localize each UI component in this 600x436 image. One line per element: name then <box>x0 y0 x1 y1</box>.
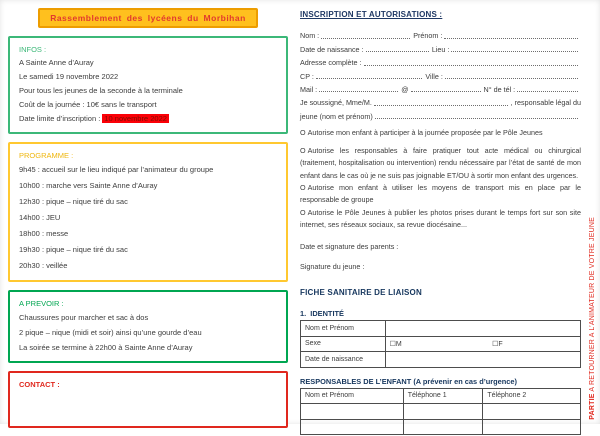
form-line-adresse <box>300 54 581 67</box>
form-line-naissance-lieu <box>300 40 581 53</box>
infos-label: INFOS : <box>19 45 47 54</box>
deadline-value-highlight: 10 novembre 2022 <box>104 114 167 123</box>
authorization-photos <box>300 207 581 232</box>
right-column <box>300 10 581 435</box>
circle-checkbox: O <box>300 146 306 156</box>
responsables-table <box>300 388 581 436</box>
circle-checkbox: O <box>300 182 306 192</box>
programme-label: PROGRAMME : <box>19 151 74 160</box>
inscription-heading: INSCRIPTION ET AUTORISATIONS : <box>300 10 443 19</box>
soussigne-label: Je soussigné, Mme/M. <box>300 98 372 108</box>
form-line-jeune <box>300 107 581 120</box>
identite-row-label: Nom et Prénom <box>301 321 386 337</box>
contact-label: CONTACT : <box>19 380 60 389</box>
programme-box <box>8 142 288 282</box>
authorization-text: Autorise le Pôle Jeunes à publier les photos prises durant le temps fort sur son site internet, ses réseaux sociaux, sa revue diocésaine... <box>300 207 581 229</box>
infos-line-audience: Pour tous les jeunes de la seconde à la terminale <box>19 86 183 95</box>
programme-item: 12h30 : pique – nique tiré du sac <box>19 197 128 206</box>
a-prevoir-box <box>8 290 288 363</box>
infos-line-location: A Sainte Anne d’Auray <box>19 58 94 67</box>
empty-cell <box>301 419 404 435</box>
programme-item: 19h30 : pique – nique tiré du sac <box>19 245 128 254</box>
return-to-animator-note <box>589 217 596 420</box>
identite-row-label: Sexe <box>301 336 386 352</box>
circle-checkbox: O <box>300 207 306 217</box>
authorization-participation <box>300 127 581 139</box>
tel-fill-line <box>517 91 578 92</box>
infos-line-cost: Coût de la journée : 10€ sans le transport <box>19 100 157 109</box>
note-bold-part: PARTIE <box>589 393 596 420</box>
nom-label: Nom : <box>300 31 320 41</box>
sexe-cell <box>385 336 580 352</box>
identite-table <box>300 320 581 368</box>
column-header: Téléphone 1 <box>403 388 483 404</box>
circle-checkbox: O <box>300 127 306 137</box>
prevoir-item: 2 pique – nique (midi et soir) ainsi qu’une gourde d’eau <box>19 328 202 337</box>
fiche-sanitaire-heading: FICHE SANITAIRE DE LIAISON <box>300 288 422 298</box>
date-naissance-label: Date de naissance : <box>300 44 364 54</box>
table-row <box>301 352 581 368</box>
empty-cell <box>403 419 483 435</box>
empty-cell <box>385 352 580 368</box>
parents-signature-label: Date et signature des parents : <box>300 242 399 252</box>
adresse-label: Adresse complète : <box>300 58 362 68</box>
form-line-soussigne <box>300 94 581 107</box>
programme-item: 14h00 : JEU <box>19 213 61 222</box>
empty-cell <box>385 321 580 337</box>
deadline-label: Date limite d’inscription : <box>19 114 103 123</box>
naissance-fill-line <box>366 51 429 52</box>
programme-item: 18h00 : messe <box>19 229 69 238</box>
empty-cell <box>301 404 404 420</box>
authorization-text: Autorise mon enfant à participer à la journée proposée par le Pôle Jeunes <box>307 127 543 137</box>
responsable-legal-label: , responsable légal du <box>510 98 581 108</box>
programme-item: 10h00 : marche vers Sainte Anne d’Auray <box>19 181 158 190</box>
lieu-label: Lieu : <box>431 44 450 54</box>
form-line-mail-tel <box>300 81 581 94</box>
table-row <box>301 404 581 420</box>
soussigne-fill-line <box>374 105 508 106</box>
authorization-text: Autorise mon enfant à utiliser les moyens de transport mis en place par le responsable de groupe <box>300 182 581 205</box>
a-prevoir-label: A PREVOIR : <box>19 299 64 308</box>
jeune-fill-line <box>375 118 578 119</box>
cp-label: CP : <box>300 71 314 81</box>
programme-item: 9h45 : accueil sur le lieu indiqué par l’animateur du groupe <box>19 165 214 174</box>
empty-cell <box>483 419 581 435</box>
prenom-label: Prénom : <box>413 31 443 41</box>
table-row <box>301 336 581 352</box>
ville-label: Ville : <box>425 71 443 81</box>
cp-fill-line <box>316 78 423 79</box>
responsables-heading: RESPONSABLES DE L’ENFANT (A prévenir en cas d’urgence) <box>300 376 517 386</box>
left-column <box>8 8 288 436</box>
identite-row-label: Date de naissance <box>301 352 386 368</box>
jeune-signature-label: Signature du jeune : <box>300 262 365 272</box>
infos-line-deadline <box>19 112 277 126</box>
form-line-nom-prenom <box>300 27 581 40</box>
contact-box <box>8 371 288 428</box>
prenom-fill-line <box>444 38 578 39</box>
tel-label: N° de tél : <box>483 84 516 94</box>
table-row <box>301 321 581 337</box>
programme-item: 20h30 : veillée <box>19 261 68 270</box>
authorization-transport <box>300 182 581 207</box>
empty-cell <box>483 404 581 420</box>
nom-fill-line <box>321 38 410 39</box>
checkbox-male: ☐M <box>389 340 402 348</box>
table-row <box>301 419 581 435</box>
mail-label: Mail : <box>300 84 318 94</box>
mail-domain-fill-line <box>411 91 481 92</box>
authorization-text: Autorise les responsables à faire pratiquer tout acte médical ou chirurgical (traitement, hospitalisation ou intervention) rendu nécessaire par l’état de santé de mon enfant dans le cas où je ne suis pas joignable ET/OU à sortir mon enfant des urgences. <box>300 146 581 180</box>
infos-box <box>8 36 288 134</box>
column-header: Téléphone 2 <box>483 388 581 404</box>
table-header-row <box>301 388 581 404</box>
at-sign: @ <box>401 84 409 94</box>
lieu-fill-line <box>451 51 578 52</box>
empty-cell <box>403 404 483 420</box>
page-title: Rassemblement des lycéens du Morbihan <box>38 8 258 28</box>
column-header: Nom et Prénom <box>301 388 404 404</box>
infos-line-date: Le samedi 19 novembre 2022 <box>19 72 119 81</box>
adresse-fill-line <box>364 65 578 66</box>
checkbox-female: ☐F <box>492 340 503 348</box>
prevoir-item: Chaussures pour marcher et sac à dos <box>19 313 149 322</box>
mail-user-fill-line <box>319 91 398 92</box>
prevoir-item: La soirée se termine à 22h00 à Sainte Anne d’Auray <box>19 343 193 352</box>
ville-fill-line <box>445 78 578 79</box>
jeune-nom-label: jeune (nom et prénom) <box>300 111 373 121</box>
note-rest: A RETOURNER A L’ANIMATEUR DE VOTRE JEUNE <box>589 217 596 394</box>
identite-heading: 1. IDENTITÉ <box>300 309 344 319</box>
authorization-medical <box>300 145 581 182</box>
form-line-cp-ville <box>300 67 581 80</box>
